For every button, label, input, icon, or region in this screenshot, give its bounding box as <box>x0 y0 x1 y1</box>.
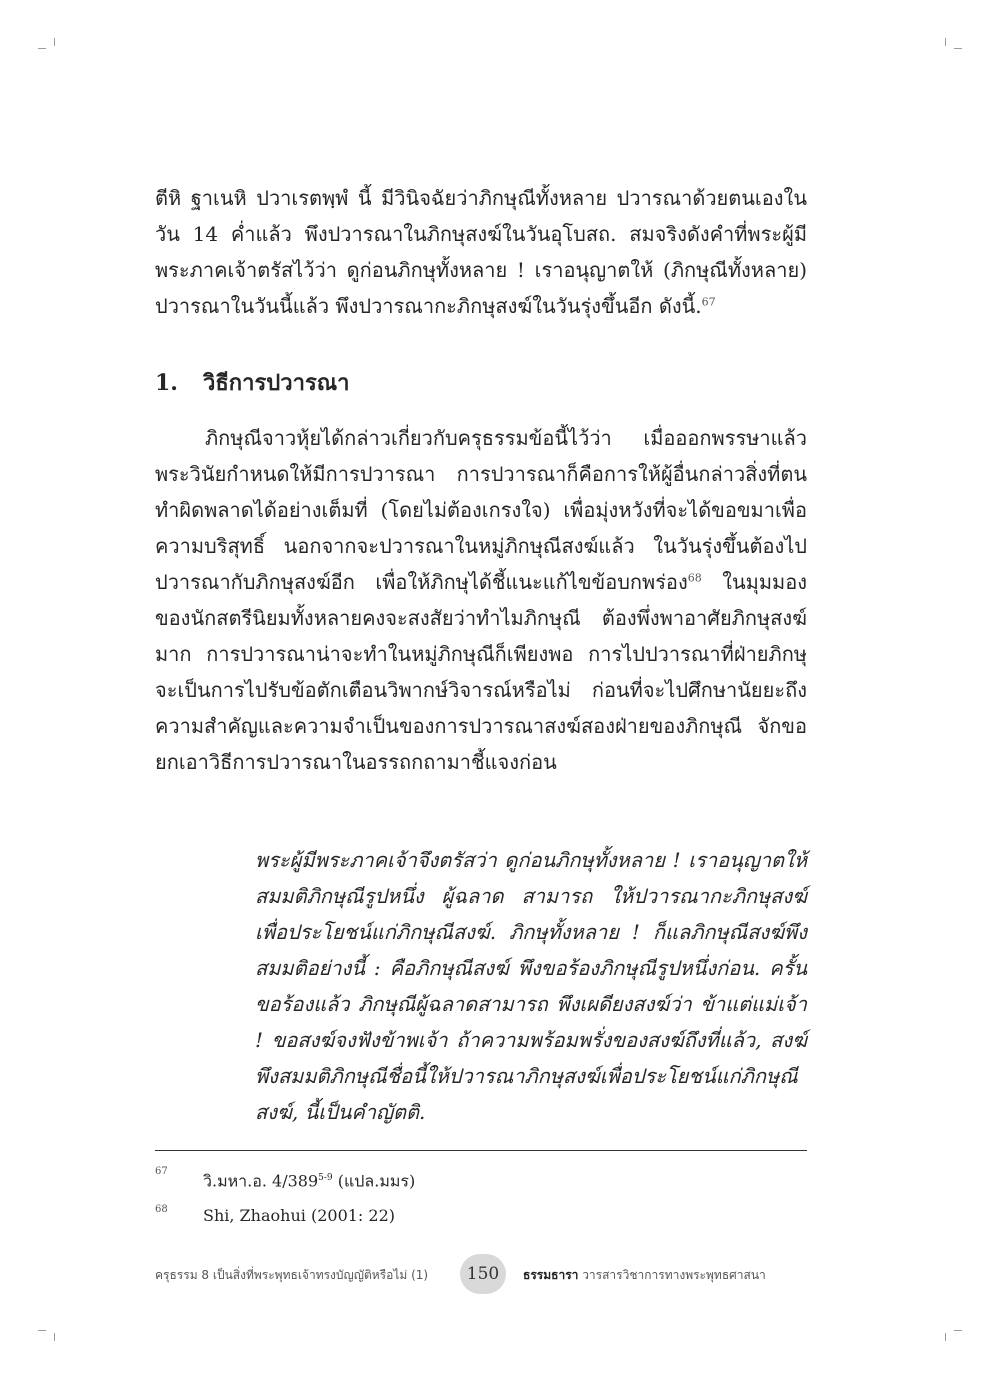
block-quote: พระผู้มีพระภาคเจ้าจึงตรัสว่า ดูก่อนภิกษุทั้งหลาย ! เราอนุญาตให้สมมติภิกษุณีรูปหนึ่ง ผู้ฉลาด สามารถ ให้ปวารณากะภิกษุสงฆ์ เพื่อประโยชน์แก่ภิกษุณีสงฆ์. ภิกษุทั้งหลาย ! ก็แลภิกษุณีสงฆ์พึงสมมติอย่างนี้ : คือภิกษุณีสงฆ์ พึงขอร้องภิกษุณีรูปหนึ่งก่อน. ครั้นขอร้องแล้ว ภิกษุณีผู้ฉลาดสามารถ พึงเผดียงสงฆ์ว่า ข้าแต่แม่เจ้า ! ขอสงฆ์จงฟังข้าพเจ้า ถ้าความพร้อมพรั่งของสงฆ์ถึงที่แล้ว, สงฆ์พึงสมมติภิกษุณีชื่อนี้ให้ปวารณาภิกษุสงฆ์เพื่อประโยชน์แก่ภิกษุณีสงฆ์, นี้เป็นคำญัตติ. <box>255 848 807 1124</box>
page-footer <box>155 1254 807 1294</box>
footnote-text: Shi, Zhaohui (2001: 22) <box>203 1206 395 1225</box>
body-paragraph <box>155 420 807 780</box>
footnote-number: 68 <box>155 1204 168 1215</box>
page-number: 150 <box>460 1254 506 1294</box>
article-title: ครุธรรม 8 เป็นสิ่งที่พระพุทธเจ้าทรงบัญญัติหรือไม่ (1) <box>155 1268 429 1282</box>
footnote-text: วิ.มหา.อ. 4/389$^{5-9}$ (แปล.มมร) <box>203 1171 416 1191</box>
body-text-part1: ภิกษุณีจาวหุ้ยได้กล่าวเกี่ยวกับครุธรรมข้อนี้ไว้ว่า เมื่อออกพรรษาแล้ว พระวินัยกำหนดให้มีการปวารณา การปวารณาก็คือการให้ผู้อื่นกล่าวสิ่งที่ตนทำผิดพลาดได้อย่างเต็มที่ (โดยไม่ต้องเกรงใจ) เพื่อมุ่งหวังที่จะได้ขอขมาเพื่อความบริสุทธิ์ นอกจากจะปวารณาในหมู่ภิกษุณีสงฆ์แล้ว ในวันรุ่งขึ้นต้องไปปวารณากับภิกษุสงฆ์อีก เพื่อให้ภิกษุได้ชี้แนะแก้ไขข้อบกพร่อง <box>155 426 807 594</box>
crop-mark <box>945 1333 946 1341</box>
intro-paragraph <box>155 180 807 324</box>
crop-mark <box>38 1330 46 1331</box>
crop-mark <box>954 48 962 49</box>
footnote-ref-67[interactable]: 67 <box>701 295 716 309</box>
section-number: 1. <box>155 370 178 396</box>
crop-mark <box>945 38 946 46</box>
intro-text: ตีหิ ฐาเนหิ ปวาเรตพฺพํ นี้ มีวินิจฉัยว่าภิกษุณีทั้งหลาย ปวารณาด้วยตนเองในวัน 14 ค่ำแล้ว พึงปวารณาในภิกษุสงฆ์ในวันอุโบสถ. สมจริงดังคำที่พระผู้มีพระภาคเจ้าตรัสไว้ว่า ดูก่อนภิกษุทั้งหลาย ! เราอนุญาตให้ (ภิกษุณีทั้งหลาย) ปวารณาในวันนี้แล้ว พึงปวารณากะภิกษุสงฆ์ในวันรุ่งขึ้นอีก ดังนี้. <box>155 186 807 318</box>
footnote-divider <box>155 1150 807 1151</box>
section-heading <box>155 365 807 401</box>
journal-name: ธรรมธารา วารสารวิชาการทางพระพุทธศาสนา <box>523 1268 766 1282</box>
footnote-number: 67 <box>155 1166 168 1177</box>
crop-mark <box>954 1330 962 1331</box>
crop-mark <box>38 48 46 49</box>
body-text-part2: ในมุมมองของนักสตรีนิยมทั้งหลายคงจะสงสัยว่าทำไมภิกษุณี ต้องพึ่งพาอาศัยภิกษุสงฆ์มาก การปวารณาน่าจะทำในหมู่ภิกษุณีก็เพียงพอ การไปปวารณาที่ฝ่ายภิกษุ จะเป็นการไปรับข้อตักเตือนวิพากษ์วิจารณ์หรือไม่ ก่อนที่จะไปศึกษานัยยะถึงความสำคัญและความจำเป็นของการปวารณาสงฆ์สองฝ่ายของภิกษุณี จักขอยกเอาวิธีการปวารณาในอรรถกถามาชี้แจงก่อน <box>155 570 807 774</box>
crop-mark <box>54 1333 55 1341</box>
crop-mark <box>54 38 55 46</box>
footnote-ref-68[interactable]: 68 <box>687 571 702 585</box>
section-title: วิธีการปวารณา <box>203 370 350 396</box>
